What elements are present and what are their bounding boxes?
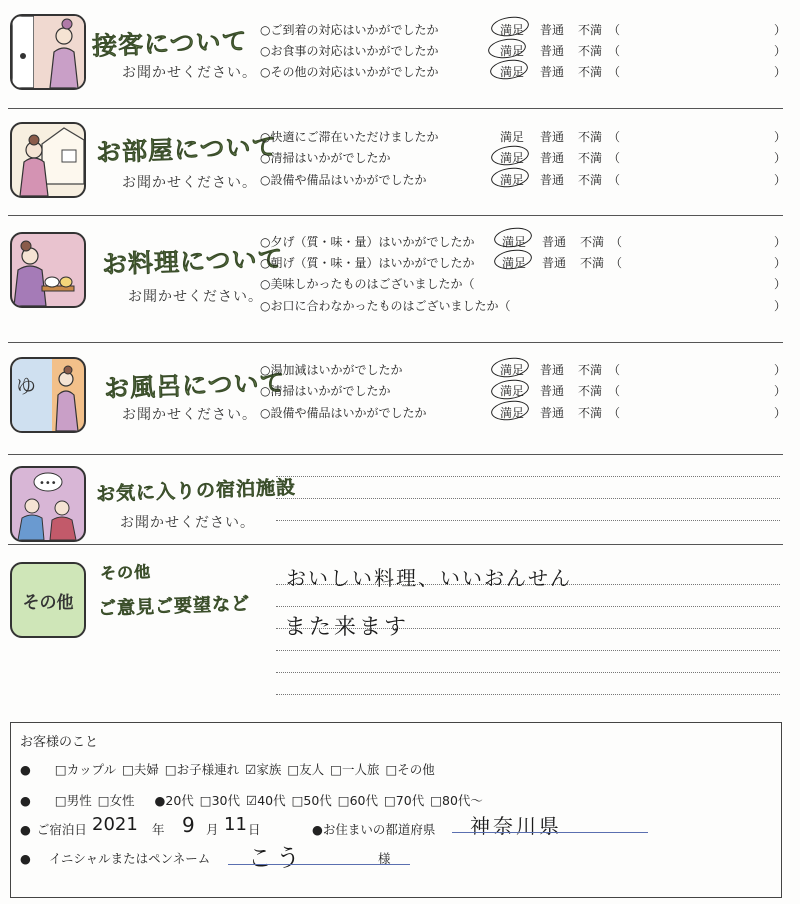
cuisine-illustration-icon xyxy=(10,232,86,308)
section-subtitle-room: お聞かせください。 xyxy=(122,175,257,191)
close-paren: ） xyxy=(774,277,787,291)
open-paren: （ xyxy=(608,406,621,420)
stay-month-field[interactable]: 9 xyxy=(182,813,195,837)
section-divider xyxy=(8,454,783,455)
favorite-inn-illustration-icon xyxy=(10,466,86,542)
section-title-bath: お風呂について xyxy=(103,367,287,404)
section-divider xyxy=(8,342,783,343)
age-60s-checkbox[interactable]: □60代 xyxy=(337,793,379,808)
prefecture-label: ●お住まいの都道府県 xyxy=(312,822,436,837)
option-normal[interactable]: 普通 xyxy=(540,23,565,37)
name-row xyxy=(20,849,212,867)
question-arrival: ○ご到着の対応はいかがでしたか xyxy=(260,23,439,37)
option-satisfied[interactable]: 満足 xyxy=(502,256,527,270)
age-20s-checkbox[interactable]: ●20代 xyxy=(154,793,194,808)
answer-line[interactable] xyxy=(276,694,780,695)
customer-info-box xyxy=(10,722,782,898)
close-paren: ） xyxy=(774,384,787,398)
gender-female-checkbox[interactable]: □女性 xyxy=(97,793,135,808)
question-equipment-room: ○設備や備品はいかがでしたか xyxy=(260,173,427,187)
close-paren: ） xyxy=(774,173,787,187)
question-tasty-items: ○美味しかったものはございましたか（ xyxy=(260,277,475,291)
svg-text:•••: ••• xyxy=(39,478,57,489)
other-comments-icon xyxy=(10,562,86,638)
question-equipment-bath: ○設備や備品はいかがでしたか xyxy=(260,406,427,420)
name-suffix: 様 xyxy=(378,851,391,866)
age-50s-checkbox[interactable]: □50代 xyxy=(291,793,332,808)
companion-couple-checkbox[interactable]: □カップル xyxy=(54,762,117,777)
option-unsatisfied[interactable]: 不満 xyxy=(578,130,603,144)
age-80s-checkbox[interactable]: □80代〜 xyxy=(430,793,483,808)
name-label: イニシャルまたはペンネーム xyxy=(48,851,211,866)
companion-married-checkbox[interactable]: □夫婦 xyxy=(122,762,159,777)
question-comfort: ○快適にご滞在いただけましたか xyxy=(260,130,439,144)
age-30s-checkbox[interactable]: □30代 xyxy=(199,793,240,808)
option-unsatisfied[interactable]: 不満 xyxy=(578,406,603,420)
close-paren: ） xyxy=(774,151,787,165)
section-divider xyxy=(8,215,783,216)
handwritten-circle-mark xyxy=(490,165,530,189)
section-divider xyxy=(8,544,783,545)
option-satisfied[interactable]: 満足 xyxy=(500,363,525,377)
companion-children-checkbox[interactable]: □お子様連れ xyxy=(164,762,240,777)
question-disliked-items: ○お口に合わなかったものはございましたか（ xyxy=(260,299,511,313)
answer-line[interactable] xyxy=(276,672,780,673)
open-paren: （ xyxy=(608,44,621,58)
option-normal[interactable]: 普通 xyxy=(540,173,565,187)
option-normal[interactable]: 普通 xyxy=(542,235,567,249)
answer-line[interactable] xyxy=(276,650,780,651)
prefecture-underline xyxy=(452,832,648,833)
question-other-service: ○その他の対応はいかがでしたか xyxy=(260,65,439,79)
option-satisfied[interactable]: 満足 xyxy=(500,384,525,398)
section-title-cuisine: お料理について xyxy=(101,243,285,280)
companion-other-checkbox[interactable]: □その他 xyxy=(385,762,435,777)
day-unit: 日 xyxy=(248,822,261,837)
option-satisfied[interactable]: 満足 xyxy=(502,235,527,249)
option-unsatisfied[interactable]: 不満 xyxy=(580,256,605,270)
open-paren: （ xyxy=(608,23,621,37)
open-paren: （ xyxy=(608,151,621,165)
answer-line[interactable] xyxy=(276,520,780,521)
stay-year-field[interactable]: 2021 xyxy=(92,814,138,835)
handwritten-comment-line1: おいしい料理、いいおんせん xyxy=(286,566,572,590)
option-satisfied[interactable]: 満足 xyxy=(500,23,525,37)
handwritten-comment-line2: また来ます xyxy=(284,615,410,640)
stay-date-label: ご宿泊日 xyxy=(36,822,87,837)
option-normal[interactable]: 普通 xyxy=(540,151,565,165)
close-paren: ） xyxy=(774,256,787,270)
handwritten-circle-mark xyxy=(490,143,530,167)
open-paren: （ xyxy=(608,173,621,187)
answer-line[interactable] xyxy=(276,606,780,607)
question-water-temp: ○湯加減はいかがでしたか xyxy=(260,363,403,377)
option-unsatisfied[interactable]: 不満 xyxy=(578,384,603,398)
companion-family-checkbox[interactable]: ☑家族 xyxy=(245,762,282,777)
bath-illustration-icon xyxy=(10,357,86,433)
stay-date-row xyxy=(20,820,89,838)
other-title-line2: ご意見ご要望など xyxy=(97,593,251,620)
other-title-line1: その他 xyxy=(99,562,152,583)
handwritten-circle-mark xyxy=(493,225,533,249)
section-title-room: お部屋について xyxy=(95,131,279,168)
customer-heading: お客様のこと xyxy=(20,735,99,750)
option-normal[interactable]: 普通 xyxy=(540,65,565,79)
open-paren: （ xyxy=(608,384,621,398)
option-normal[interactable]: 普通 xyxy=(540,406,565,420)
section-divider xyxy=(8,108,783,109)
handwritten-circle-mark xyxy=(490,14,530,38)
option-normal[interactable]: 普通 xyxy=(540,44,565,58)
bullet-icon: ● xyxy=(20,762,31,777)
option-unsatisfied[interactable]: 不満 xyxy=(578,23,603,37)
option-normal[interactable]: 普通 xyxy=(540,363,565,377)
gender-male-checkbox[interactable]: □男性 xyxy=(54,793,92,808)
option-unsatisfied[interactable]: 不満 xyxy=(580,235,605,249)
option-satisfied[interactable]: 満足 xyxy=(500,406,525,420)
option-normal[interactable]: 普通 xyxy=(540,384,565,398)
other-icon-label: その他 xyxy=(22,593,74,613)
option-satisfied[interactable]: 満足 xyxy=(500,173,525,187)
close-paren: ） xyxy=(774,23,787,37)
close-paren: ） xyxy=(774,65,787,79)
name-field[interactable]: こう xyxy=(248,844,304,872)
option-normal[interactable]: 普通 xyxy=(542,256,567,270)
option-unsatisfied[interactable]: 不満 xyxy=(578,151,603,165)
option-unsatisfied[interactable]: 不満 xyxy=(578,44,603,58)
option-satisfied[interactable]: 満足 xyxy=(500,44,525,58)
stay-day-field[interactable]: 11 xyxy=(224,814,247,835)
room-illustration-icon xyxy=(10,122,86,198)
handwritten-circle-mark xyxy=(493,247,533,271)
open-paren: （ xyxy=(610,235,623,249)
year-unit: 年 xyxy=(152,822,165,837)
section-subtitle-favorite-inn: お聞かせください。 xyxy=(120,515,255,531)
name-underline xyxy=(228,864,410,865)
option-satisfied[interactable]: 満足 xyxy=(500,130,525,144)
question-cleaning-room: ○清掃はいかがでしたか xyxy=(260,151,391,165)
close-paren: ） xyxy=(774,406,787,420)
close-paren: ） xyxy=(774,299,787,313)
option-normal[interactable]: 普通 xyxy=(540,130,565,144)
section-subtitle-reception: お聞かせください。 xyxy=(122,65,257,81)
month-unit: 月 xyxy=(206,822,219,837)
section-subtitle-bath: お聞かせください。 xyxy=(122,407,257,423)
close-paren: ） xyxy=(774,363,787,377)
age-70s-checkbox[interactable]: □70代 xyxy=(384,793,425,808)
option-unsatisfied[interactable]: 不満 xyxy=(578,173,603,187)
prefecture-field[interactable]: 神奈川県 xyxy=(470,814,562,838)
question-cleaning-bath: ○清掃はいかがでしたか xyxy=(260,384,391,398)
option-satisfied[interactable]: 満足 xyxy=(500,65,525,79)
answer-line[interactable] xyxy=(276,476,780,477)
close-paren: ） xyxy=(774,44,787,58)
open-paren: （ xyxy=(610,256,623,270)
section-subtitle-cuisine: お聞かせください。 xyxy=(128,289,263,305)
reception-illustration-icon xyxy=(10,14,86,90)
section-title-favorite-inn: お気に入りの宿泊施設 xyxy=(95,476,297,506)
handwritten-circle-mark xyxy=(490,377,530,401)
question-breakfast: ○朝げ（質・味・量）はいかがでしたか xyxy=(260,256,475,270)
bullet-icon: ● xyxy=(20,851,31,866)
option-unsatisfied[interactable]: 不満 xyxy=(578,363,603,377)
handwritten-circle-mark xyxy=(490,398,530,422)
bullet-icon: ● xyxy=(20,822,31,837)
option-satisfied[interactable]: 満足 xyxy=(500,151,525,165)
option-unsatisfied[interactable]: 不満 xyxy=(578,65,603,79)
handwritten-circle-mark xyxy=(490,355,530,379)
close-paren: ） xyxy=(774,235,787,249)
companion-friends-checkbox[interactable]: □友人 xyxy=(287,762,325,777)
question-meal-service: ○お食事の対応はいかがでしたか xyxy=(260,44,439,58)
section-title-reception: 接客について xyxy=(91,26,249,61)
open-paren: （ xyxy=(608,363,621,377)
svg-text:ゆ: ゆ xyxy=(16,374,36,398)
companion-solo-checkbox[interactable]: □一人旅 xyxy=(330,762,380,777)
close-paren: ） xyxy=(774,130,787,144)
companion-row xyxy=(20,760,437,778)
age-40s-checkbox[interactable]: ☑40代 xyxy=(245,793,286,808)
open-paren: （ xyxy=(608,130,621,144)
gender-age-row xyxy=(20,791,485,809)
answer-line[interactable] xyxy=(276,498,780,499)
bullet-icon: ● xyxy=(20,793,31,808)
open-paren: （ xyxy=(608,65,621,79)
question-dinner: ○夕げ（質・味・量）はいかがでしたか xyxy=(260,235,475,249)
